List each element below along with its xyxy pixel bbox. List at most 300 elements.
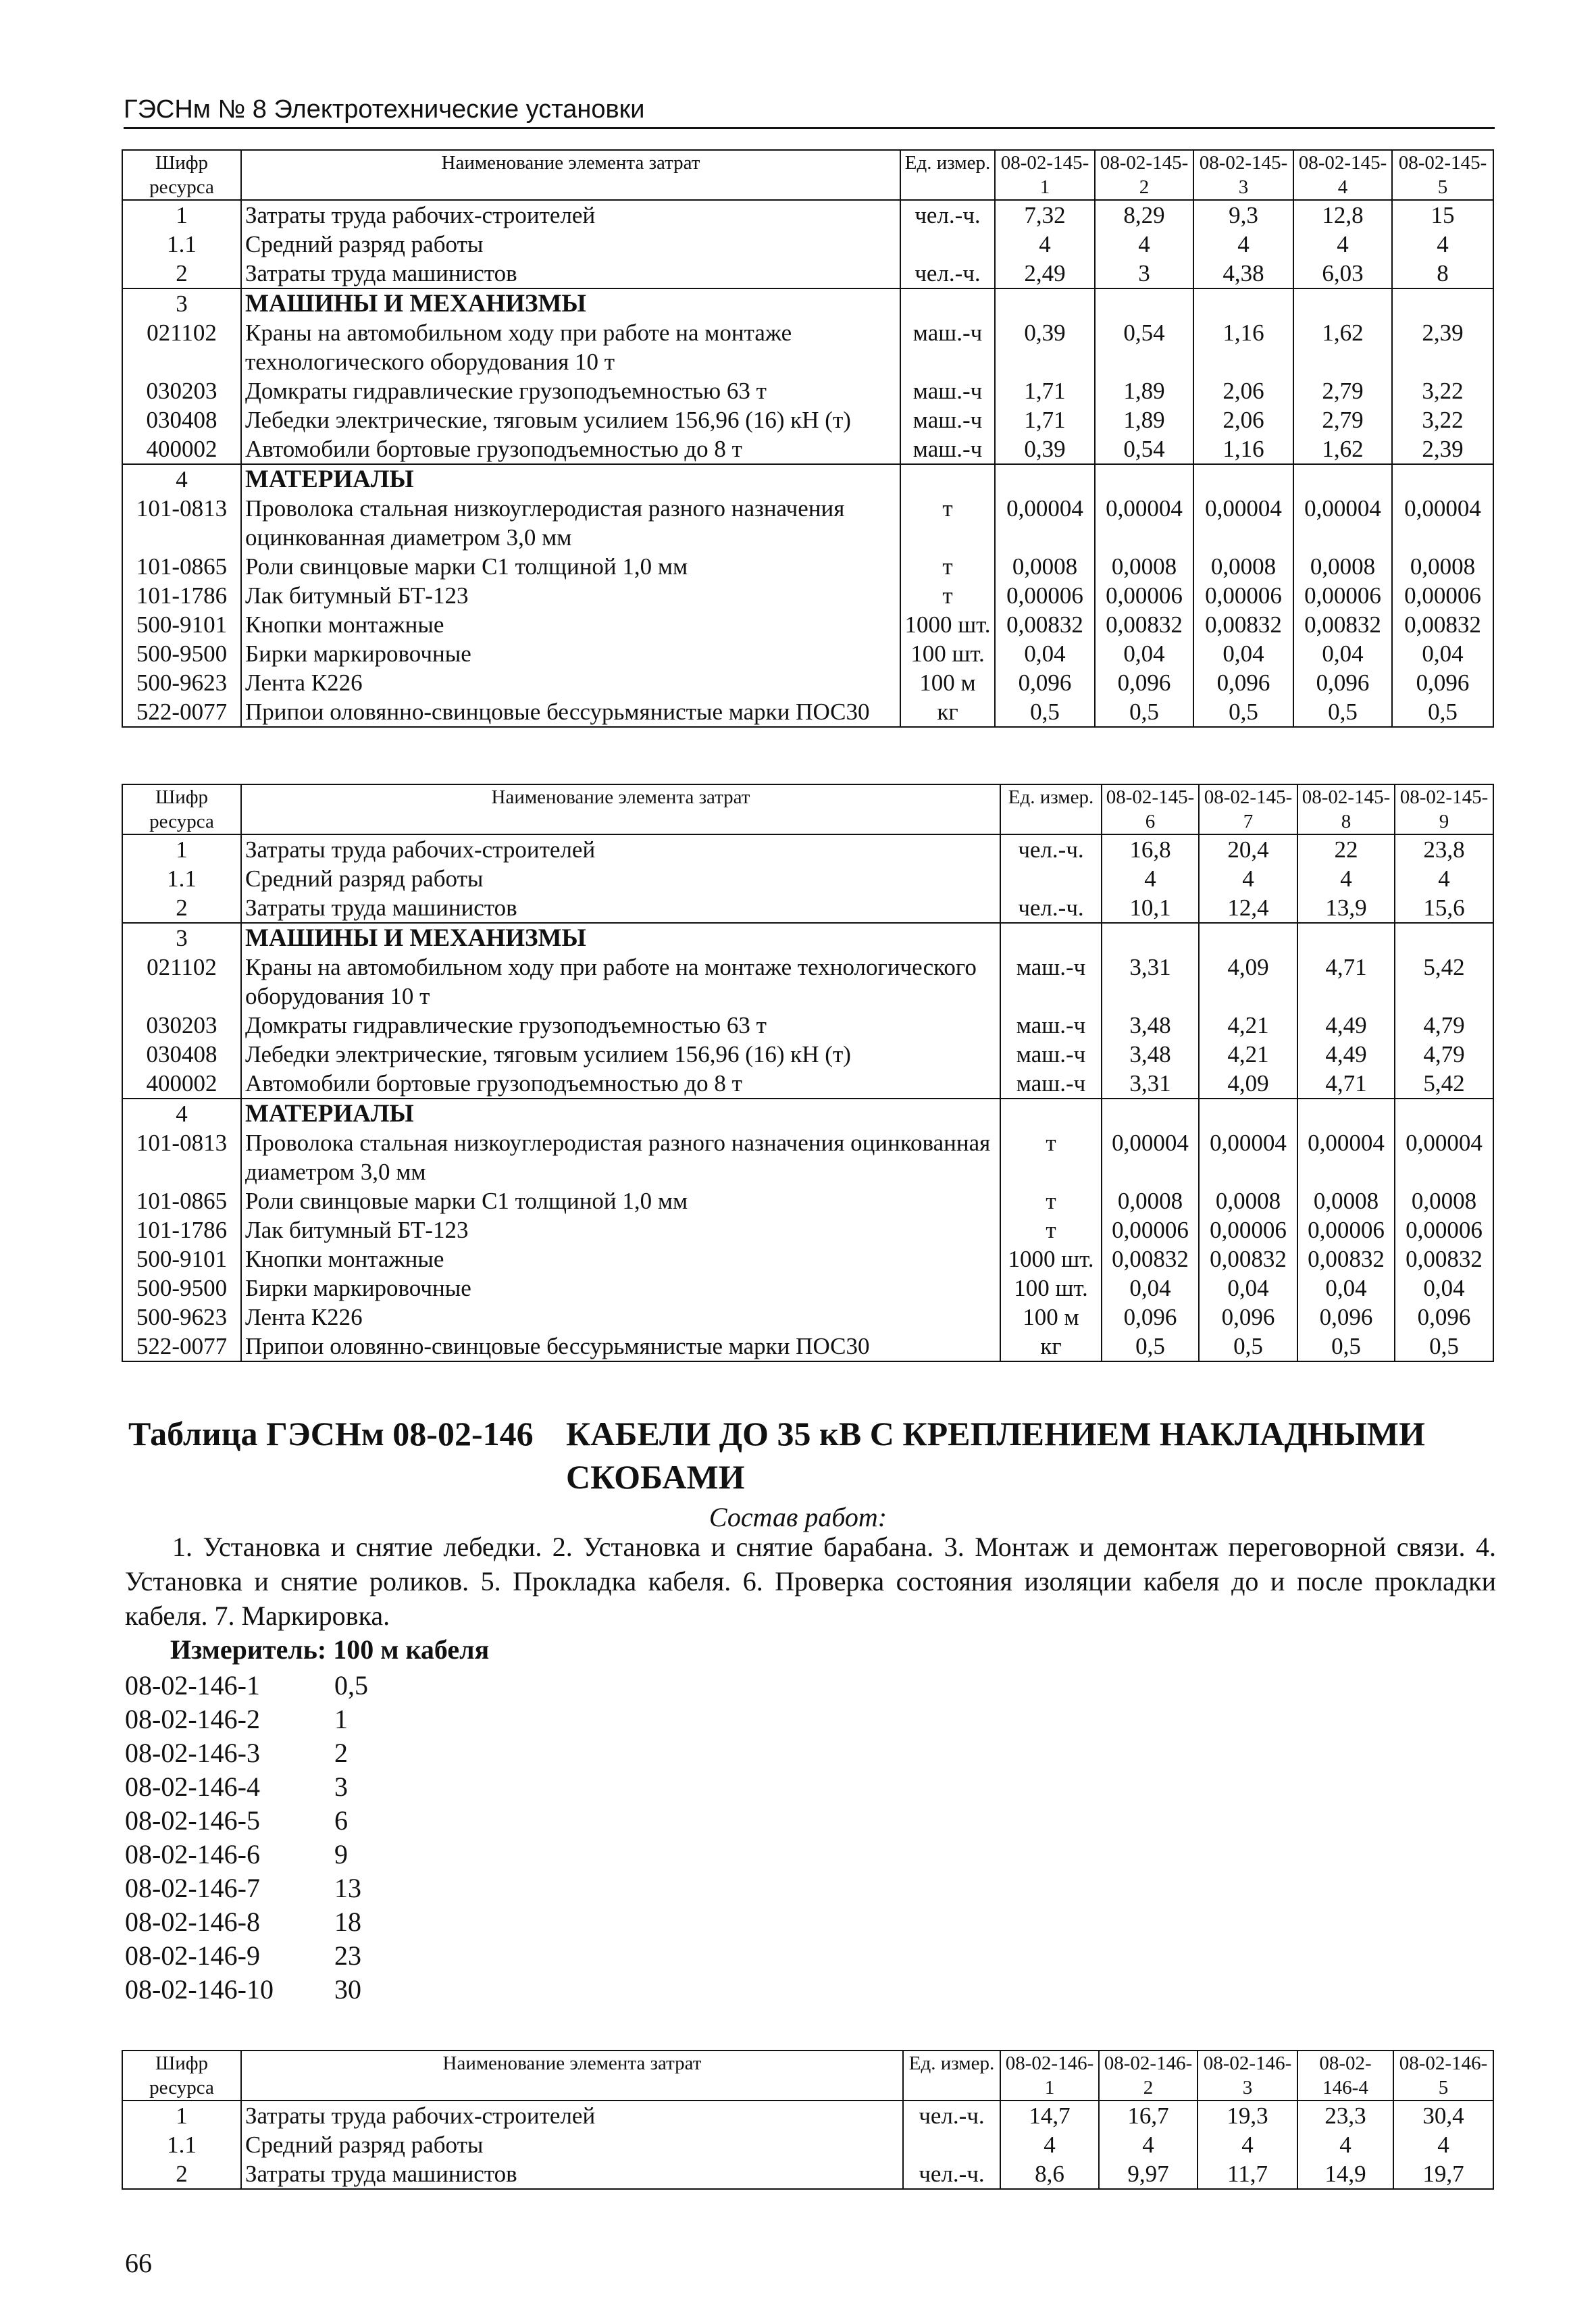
resource-code: 400002: [122, 434, 241, 464]
table-row: [122, 434, 1493, 464]
norm-value: 4: [1099, 2130, 1198, 2159]
norm-value: 0,04: [1392, 639, 1493, 668]
header-col-4: 08-02-145-9: [1395, 784, 1493, 834]
norm-value: 0,5: [1392, 697, 1493, 727]
header-unit: Ед. измер.: [900, 150, 995, 200]
cost-element-name: Лак битумный БТ-123: [241, 581, 900, 610]
norm-value: 0,0008: [1395, 1186, 1493, 1215]
norm-value: 0,0008: [1199, 1186, 1297, 1215]
header-col-2: 08-02-146-2: [1099, 2051, 1198, 2101]
header-unit: Ед. измер.: [903, 2051, 1000, 2101]
resource-table-146-1-5: [122, 2050, 1494, 2190]
table-row: [122, 464, 1493, 494]
norm-value: 4,71: [1297, 953, 1395, 1011]
norm-value: 1,71: [995, 405, 1095, 434]
norm-value: [1102, 923, 1199, 953]
norm-value: [1395, 923, 1493, 953]
norm-value: 0,096: [1395, 1303, 1493, 1332]
cost-element-name: Лебедки электрические, тяговым усилием 156,96 (16) кН (т): [241, 405, 900, 434]
table-row: [122, 668, 1493, 697]
cost-element-name: Средний разряд работы: [241, 864, 1000, 893]
norm-value: 19,3: [1198, 2101, 1297, 2130]
table-body: [122, 834, 1493, 1361]
cost-element-name: Лента К226: [241, 668, 900, 697]
norm-value: [1199, 923, 1297, 953]
measure-value: 1: [334, 1704, 348, 1734]
norm-value: 30,4: [1393, 2101, 1493, 2130]
norm-value: 4: [1095, 230, 1193, 259]
cost-element-name: Затраты труда машинистов: [241, 893, 1000, 923]
header-name: Наименование элемента затрат: [241, 150, 900, 200]
cost-element-name: Домкраты гидравлические грузоподъемностью 63 т: [241, 1011, 1000, 1040]
cost-element-name: Краны на автомобильном ходу при работе на монтаже технологического оборудования 10 т: [241, 318, 900, 376]
norm-value: 0,00004: [1199, 1128, 1297, 1186]
measure-unit: Измеритель: 100 м кабеля: [170, 1634, 490, 1665]
norm-value: 16,8: [1102, 834, 1199, 864]
measure-code: 08-02-146-3: [125, 1738, 260, 1768]
norm-value: 0,00832: [1395, 1244, 1493, 1274]
measure-value: 18: [334, 1907, 361, 1937]
norm-value: [1392, 464, 1493, 494]
resource-code: 021102: [122, 953, 241, 1011]
unit-of-measure: чел.-ч.: [1000, 834, 1102, 864]
norm-value: 0,5: [1102, 1332, 1199, 1361]
header-col-4: 08-02-146-4: [1297, 2051, 1393, 2101]
resource-code: 2: [122, 893, 241, 923]
table-row: [122, 610, 1493, 639]
table-row: [122, 2130, 1493, 2159]
norm-value: 4: [1000, 2130, 1099, 2159]
norm-value: 12,4: [1199, 893, 1297, 923]
unit-of-measure: маш.-ч: [900, 376, 995, 405]
norm-value: 0,00832: [1293, 610, 1392, 639]
norm-value: 22: [1297, 834, 1395, 864]
norm-value: 0,04: [1199, 1274, 1297, 1303]
header-col-2: 08-02-145-2: [1095, 150, 1193, 200]
resource-code: 101-0813: [122, 494, 241, 552]
measure-value: 9: [334, 1839, 348, 1869]
header-col-2: 08-02-145-7: [1199, 784, 1297, 834]
norm-value: 4,79: [1395, 1040, 1493, 1069]
resource-code: 3: [122, 923, 241, 953]
header-col-5: 08-02-145-5: [1392, 150, 1493, 200]
running-header: ГЭСНм № 8 Электротехнические установки: [124, 95, 1495, 129]
table-row: [122, 2159, 1493, 2189]
unit-of-measure: чел.-ч.: [903, 2159, 1000, 2189]
norm-value: 0,00004: [1102, 1128, 1199, 1186]
measure-code: 08-02-146-4: [125, 1771, 260, 1802]
norm-value: 4,09: [1199, 1069, 1297, 1099]
table-label: Таблица ГЭСНм 08-02-146: [128, 1415, 534, 1453]
resource-code: 500-9623: [122, 1303, 241, 1332]
norm-value: [1293, 288, 1392, 318]
norm-value: 3,22: [1392, 376, 1493, 405]
measure-code: 08-02-146-9: [125, 1940, 260, 1971]
norm-value: 0,00832: [1199, 1244, 1297, 1274]
norm-value: 1,89: [1095, 405, 1193, 434]
measure-code: 08-02-146-7: [125, 1873, 260, 1903]
table-row: [122, 2101, 1493, 2130]
table-row: [122, 259, 1493, 288]
table-row: [122, 1274, 1493, 1303]
norm-value: 0,00004: [1193, 494, 1293, 552]
header-name: Наименование элемента затрат: [241, 2051, 903, 2101]
norm-value: [1199, 1099, 1297, 1128]
norm-value: 4: [1392, 230, 1493, 259]
norm-value: 0,00832: [1102, 1244, 1199, 1274]
norm-value: 4,49: [1297, 1040, 1395, 1069]
norm-value: 2,49: [995, 259, 1095, 288]
unit-of-measure: маш.-ч: [1000, 1011, 1102, 1040]
cost-element-name: Припои оловянно-свинцовые бессурьмянистые марки ПОС30: [241, 1332, 1000, 1361]
norm-value: 0,00004: [1297, 1128, 1395, 1186]
cost-element-name: Затраты труда рабочих-строителей: [241, 200, 900, 230]
resource-code: 030408: [122, 1040, 241, 1069]
measure-code: 08-02-146-10: [125, 1974, 274, 2005]
header-col-4: 08-02-145-4: [1293, 150, 1392, 200]
cost-element-name: Бирки маркировочные: [241, 639, 900, 668]
table-row: [122, 697, 1493, 727]
norm-value: 0,54: [1095, 318, 1193, 376]
norm-value: 4,38: [1193, 259, 1293, 288]
table-row: [122, 1215, 1493, 1244]
norm-value: 4,09: [1199, 953, 1297, 1011]
resource-code: 500-9101: [122, 1244, 241, 1274]
norm-value: 0,0008: [1102, 1186, 1199, 1215]
norm-value: [1297, 1099, 1395, 1128]
norm-value: 0,096: [1392, 668, 1493, 697]
norm-value: 0,00006: [1095, 581, 1193, 610]
table-row: [122, 1011, 1493, 1040]
resource-code: 030408: [122, 405, 241, 434]
unit-of-measure: 100 м: [1000, 1303, 1102, 1332]
resource-code: 1: [122, 200, 241, 230]
unit-of-measure: 1000 шт.: [1000, 1244, 1102, 1274]
cost-element-name: Роли свинцовые марки С1 толщиной 1,0 мм: [241, 1186, 1000, 1215]
resource-code: 1: [122, 2101, 241, 2130]
unit-of-measure: 100 шт.: [900, 639, 995, 668]
table-row: [122, 893, 1493, 923]
cost-element-name: Лак битумный БТ-123: [241, 1215, 1000, 1244]
table-row: [122, 230, 1493, 259]
norm-value: [1293, 464, 1392, 494]
norm-value: 23,3: [1297, 2101, 1393, 2130]
cost-element-name: Затраты труда машинистов: [241, 2159, 903, 2189]
cost-element-name: МАШИНЫ И МЕХАНИЗМЫ: [241, 288, 900, 318]
resource-table-145-6-9: [122, 784, 1494, 1362]
resource-code: 500-9623: [122, 668, 241, 697]
norm-value: 0,04: [1193, 639, 1293, 668]
page-number: 66: [125, 2248, 152, 2278]
resource-code: 101-0865: [122, 1186, 241, 1215]
unit-of-measure: 1000 шт.: [900, 610, 995, 639]
norm-value: [1095, 464, 1193, 494]
resource-code: 522-0077: [122, 697, 241, 727]
cost-element-name: Проволока стальная низкоуглеродистая разного назначения оцинкованная диаметром 3,0 мм: [241, 494, 900, 552]
measure-value: 2: [334, 1738, 348, 1768]
norm-value: 15: [1392, 200, 1493, 230]
unit-of-measure: чел.-ч.: [900, 200, 995, 230]
norm-value: 0,00006: [1395, 1215, 1493, 1244]
norm-value: 20,4: [1199, 834, 1297, 864]
unit-of-measure: кг: [1000, 1332, 1102, 1361]
norm-value: 0,00004: [995, 494, 1095, 552]
cost-element-name: Лебедки электрические, тяговым усилием 156,96 (16) кН (т): [241, 1040, 1000, 1069]
measure-list-item: [125, 1871, 368, 1905]
cost-element-name: МАТЕРИАЛЫ: [241, 464, 900, 494]
unit-of-measure: [1000, 864, 1102, 893]
norm-value: 2,06: [1193, 376, 1293, 405]
norm-value: 0,096: [1297, 1303, 1395, 1332]
cost-element-name: МАШИНЫ И МЕХАНИЗМЫ: [241, 923, 1000, 953]
norm-value: 0,5: [1193, 697, 1293, 727]
norm-value: 0,00004: [1395, 1128, 1493, 1186]
table-header: [122, 784, 1493, 834]
header-col-1: 08-02-145-6: [1102, 784, 1199, 834]
cost-element-name: Роли свинцовые марки С1 толщиной 1,0 мм: [241, 552, 900, 581]
cost-element-name: Проволока стальная низкоуглеродистая разного назначения оцинкованная диаметром 3,0 мм: [241, 1128, 1000, 1186]
header-col-5: 08-02-146-5: [1393, 2051, 1493, 2101]
norm-value: 4: [995, 230, 1095, 259]
norm-value: 9,3: [1193, 200, 1293, 230]
cost-element-name: Лента К226: [241, 1303, 1000, 1332]
norm-value: 1,62: [1293, 318, 1392, 376]
norm-value: 4: [1293, 230, 1392, 259]
resource-code: 500-9101: [122, 610, 241, 639]
resource-code: 500-9500: [122, 1274, 241, 1303]
norm-value: 0,096: [1293, 668, 1392, 697]
resource-code: 500-9500: [122, 639, 241, 668]
cost-element-name: Затраты труда рабочих-строителей: [241, 834, 1000, 864]
table-row: [122, 405, 1493, 434]
measure-list-item: [125, 1804, 368, 1838]
measure-code: 08-02-146-1: [125, 1670, 260, 1701]
resource-code: 2: [122, 259, 241, 288]
norm-value: 14,9: [1297, 2159, 1393, 2189]
measure-code: 08-02-146-6: [125, 1839, 260, 1869]
norm-value: 0,00006: [1193, 581, 1293, 610]
cost-element-name: Бирки маркировочные: [241, 1274, 1000, 1303]
resource-code: 101-1786: [122, 581, 241, 610]
norm-value: 0,0008: [1297, 1186, 1395, 1215]
norm-value: 0,00004: [1392, 494, 1493, 552]
table-title: КАБЕЛИ ДО 35 кВ С КРЕПЛЕНИЕМ НАКЛАДНЫМИ СКОБАМИ: [566, 1415, 1425, 1496]
norm-value: 0,0008: [1193, 552, 1293, 581]
norm-value: [995, 464, 1095, 494]
norm-value: 4: [1193, 230, 1293, 259]
norm-value: 0,00006: [1102, 1215, 1199, 1244]
resource-code: 1: [122, 834, 241, 864]
norm-value: 0,00832: [995, 610, 1095, 639]
norm-value: 10,1: [1102, 893, 1199, 923]
norm-value: 3,48: [1102, 1040, 1199, 1069]
table-row: [122, 552, 1493, 581]
header-code: Шифр ресурса: [122, 150, 241, 200]
unit-of-measure: т: [1000, 1128, 1102, 1186]
cost-element-name: Автомобили бортовые грузоподъемностью до 8 т: [241, 434, 900, 464]
norm-value: 8,29: [1095, 200, 1193, 230]
measure-list-item: [125, 1838, 368, 1871]
norm-value: 1,62: [1293, 434, 1392, 464]
norm-value: 0,00004: [1293, 494, 1392, 552]
norm-value: 4: [1198, 2130, 1297, 2159]
norm-value: 0,00004: [1095, 494, 1193, 552]
table-row: [122, 376, 1493, 405]
norm-value: 0,5: [1199, 1332, 1297, 1361]
table-row: [122, 953, 1493, 1011]
norm-value: 4,71: [1297, 1069, 1395, 1099]
norm-value: 2,39: [1392, 434, 1493, 464]
resource-code: 2: [122, 2159, 241, 2189]
table-row: [122, 834, 1493, 864]
norm-value: 0,04: [1102, 1274, 1199, 1303]
table-row: [122, 1099, 1493, 1128]
unit-of-measure: [1000, 923, 1102, 953]
measure-list-item: [125, 1703, 368, 1736]
norm-value: 23,8: [1395, 834, 1493, 864]
norm-value: 0,00832: [1392, 610, 1493, 639]
table-row: [122, 1332, 1493, 1361]
header-col-1: 08-02-146-1: [1000, 2051, 1099, 2101]
cost-element-name: Кнопки монтажные: [241, 1244, 1000, 1274]
norm-value: 12,8: [1293, 200, 1392, 230]
cost-element-name: Затраты труда машинистов: [241, 259, 900, 288]
unit-of-measure: чел.-ч.: [1000, 893, 1102, 923]
unit-of-measure: маш.-ч: [1000, 1040, 1102, 1069]
norm-value: 7,32: [995, 200, 1095, 230]
cost-element-name: МАТЕРИАЛЫ: [241, 1099, 1000, 1128]
measure-value: 3: [334, 1771, 348, 1802]
measure-list-item: [125, 1770, 368, 1804]
resource-table-145-1-5: [122, 149, 1494, 728]
table-row: [122, 639, 1493, 668]
norm-value: 0,5: [1095, 697, 1193, 727]
header-col-3: 08-02-146-3: [1198, 2051, 1297, 2101]
norm-value: 4: [1199, 864, 1297, 893]
cost-element-name: Средний разряд работы: [241, 2130, 903, 2159]
unit-of-measure: маш.-ч: [1000, 953, 1102, 1011]
norm-value: 4: [1297, 864, 1395, 893]
work-composition-text: 1. Установка и снятие лебедки. 2. Установка и снятие барабана. 3. Монтаж и демонтаж переговорной связи. 4. Установка и снятие роликов. 5. Прокладка кабеля. 6. Проверка состояния изоляции кабеля до и после прокладки кабеля. 7. Маркировка.: [125, 1532, 1496, 1631]
norm-value: 5,42: [1395, 1069, 1493, 1099]
norm-value: [1392, 288, 1493, 318]
cost-element-name: Припои оловянно-свинцовые бессурьмянистые марки ПОС30: [241, 697, 900, 727]
unit-of-measure: [900, 230, 995, 259]
norm-value: 13,9: [1297, 893, 1395, 923]
unit-of-measure: 100 м: [900, 668, 995, 697]
table-row: [122, 581, 1493, 610]
table-header: [122, 150, 1493, 200]
table-row: [122, 1069, 1493, 1099]
norm-value: [1095, 288, 1193, 318]
table-row: [122, 1303, 1493, 1332]
norm-value: 16,7: [1099, 2101, 1198, 2130]
norm-value: 4,21: [1199, 1011, 1297, 1040]
norm-value: 4: [1297, 2130, 1393, 2159]
table-row: [122, 200, 1493, 230]
norm-value: 0,0008: [1392, 552, 1493, 581]
unit-of-measure: маш.-ч: [900, 405, 995, 434]
header-code: Шифр ресурса: [122, 784, 241, 834]
norm-value: 0,00006: [1392, 581, 1493, 610]
norm-value: 0,0008: [995, 552, 1095, 581]
resource-code: 101-0813: [122, 1128, 241, 1186]
norm-value: 6,03: [1293, 259, 1392, 288]
norm-value: 0,5: [995, 697, 1095, 727]
norm-value: [995, 288, 1095, 318]
table-row: [122, 288, 1493, 318]
unit-of-measure: маш.-ч: [1000, 1069, 1102, 1099]
unit-of-measure: чел.-ч.: [900, 259, 995, 288]
header-name: Наименование элемента затрат: [241, 784, 1000, 834]
norm-value: 0,04: [1395, 1274, 1493, 1303]
norm-value: 0,0008: [1095, 552, 1193, 581]
cost-element-name: Краны на автомобильном ходу при работе на монтаже технологического оборудования 10 т: [241, 953, 1000, 1011]
unit-of-measure: т: [900, 552, 995, 581]
norm-value: 0,04: [1297, 1274, 1395, 1303]
measure-code: 08-02-146-2: [125, 1704, 260, 1734]
table-row: [122, 1186, 1493, 1215]
unit-of-measure: [903, 2130, 1000, 2159]
measure-list-item: [125, 1669, 368, 1703]
table-row: [122, 1244, 1493, 1274]
measure-value: 13: [334, 1873, 361, 1903]
norm-value: 2,06: [1193, 405, 1293, 434]
norm-value: 0,5: [1293, 697, 1392, 727]
table-row: [122, 318, 1493, 376]
norm-value: [1193, 464, 1293, 494]
norm-value: 0,00006: [995, 581, 1095, 610]
unit-of-measure: кг: [900, 697, 995, 727]
resource-code: 030203: [122, 376, 241, 405]
norm-value: 5,42: [1395, 953, 1493, 1011]
resource-code: 1.1: [122, 2130, 241, 2159]
header-col-3: 08-02-145-8: [1297, 784, 1395, 834]
norm-value: 9,97: [1099, 2159, 1198, 2189]
norm-value: 0,096: [1095, 668, 1193, 697]
measure-value: 0,5: [334, 1670, 368, 1701]
resource-code: 522-0077: [122, 1332, 241, 1361]
norm-value: 0,54: [1095, 434, 1193, 464]
table-header: [122, 2051, 1493, 2101]
resource-code: 101-1786: [122, 1215, 241, 1244]
cost-element-name: Домкраты гидравлические грузоподъемностью 63 т: [241, 376, 900, 405]
norm-value: 3: [1095, 259, 1193, 288]
norm-value: 0,096: [1199, 1303, 1297, 1332]
norm-value: 4,21: [1199, 1040, 1297, 1069]
measure-list: [125, 1669, 368, 2007]
norm-value: 19,7: [1393, 2159, 1493, 2189]
norm-value: 2,39: [1392, 318, 1493, 376]
norm-value: [1102, 1099, 1199, 1128]
norm-value: 4,49: [1297, 1011, 1395, 1040]
measure-code: 08-02-146-8: [125, 1907, 260, 1937]
norm-value: 4: [1395, 864, 1493, 893]
norm-value: 0,5: [1297, 1332, 1395, 1361]
norm-value: 0,096: [1193, 668, 1293, 697]
work-composition-title: Состав работ:: [709, 1502, 887, 1532]
cost-element-name: Средний разряд работы: [241, 230, 900, 259]
norm-value: 0,00832: [1297, 1244, 1395, 1274]
norm-value: 1,71: [995, 376, 1095, 405]
resource-code: 4: [122, 1099, 241, 1128]
resource-code: 101-0865: [122, 552, 241, 581]
unit-of-measure: маш.-ч: [900, 318, 995, 376]
resource-code: 3: [122, 288, 241, 318]
cost-element-name: Автомобили бортовые грузоподъемностью до 8 т: [241, 1069, 1000, 1099]
norm-value: 0,00006: [1199, 1215, 1297, 1244]
resource-code: 1.1: [122, 230, 241, 259]
